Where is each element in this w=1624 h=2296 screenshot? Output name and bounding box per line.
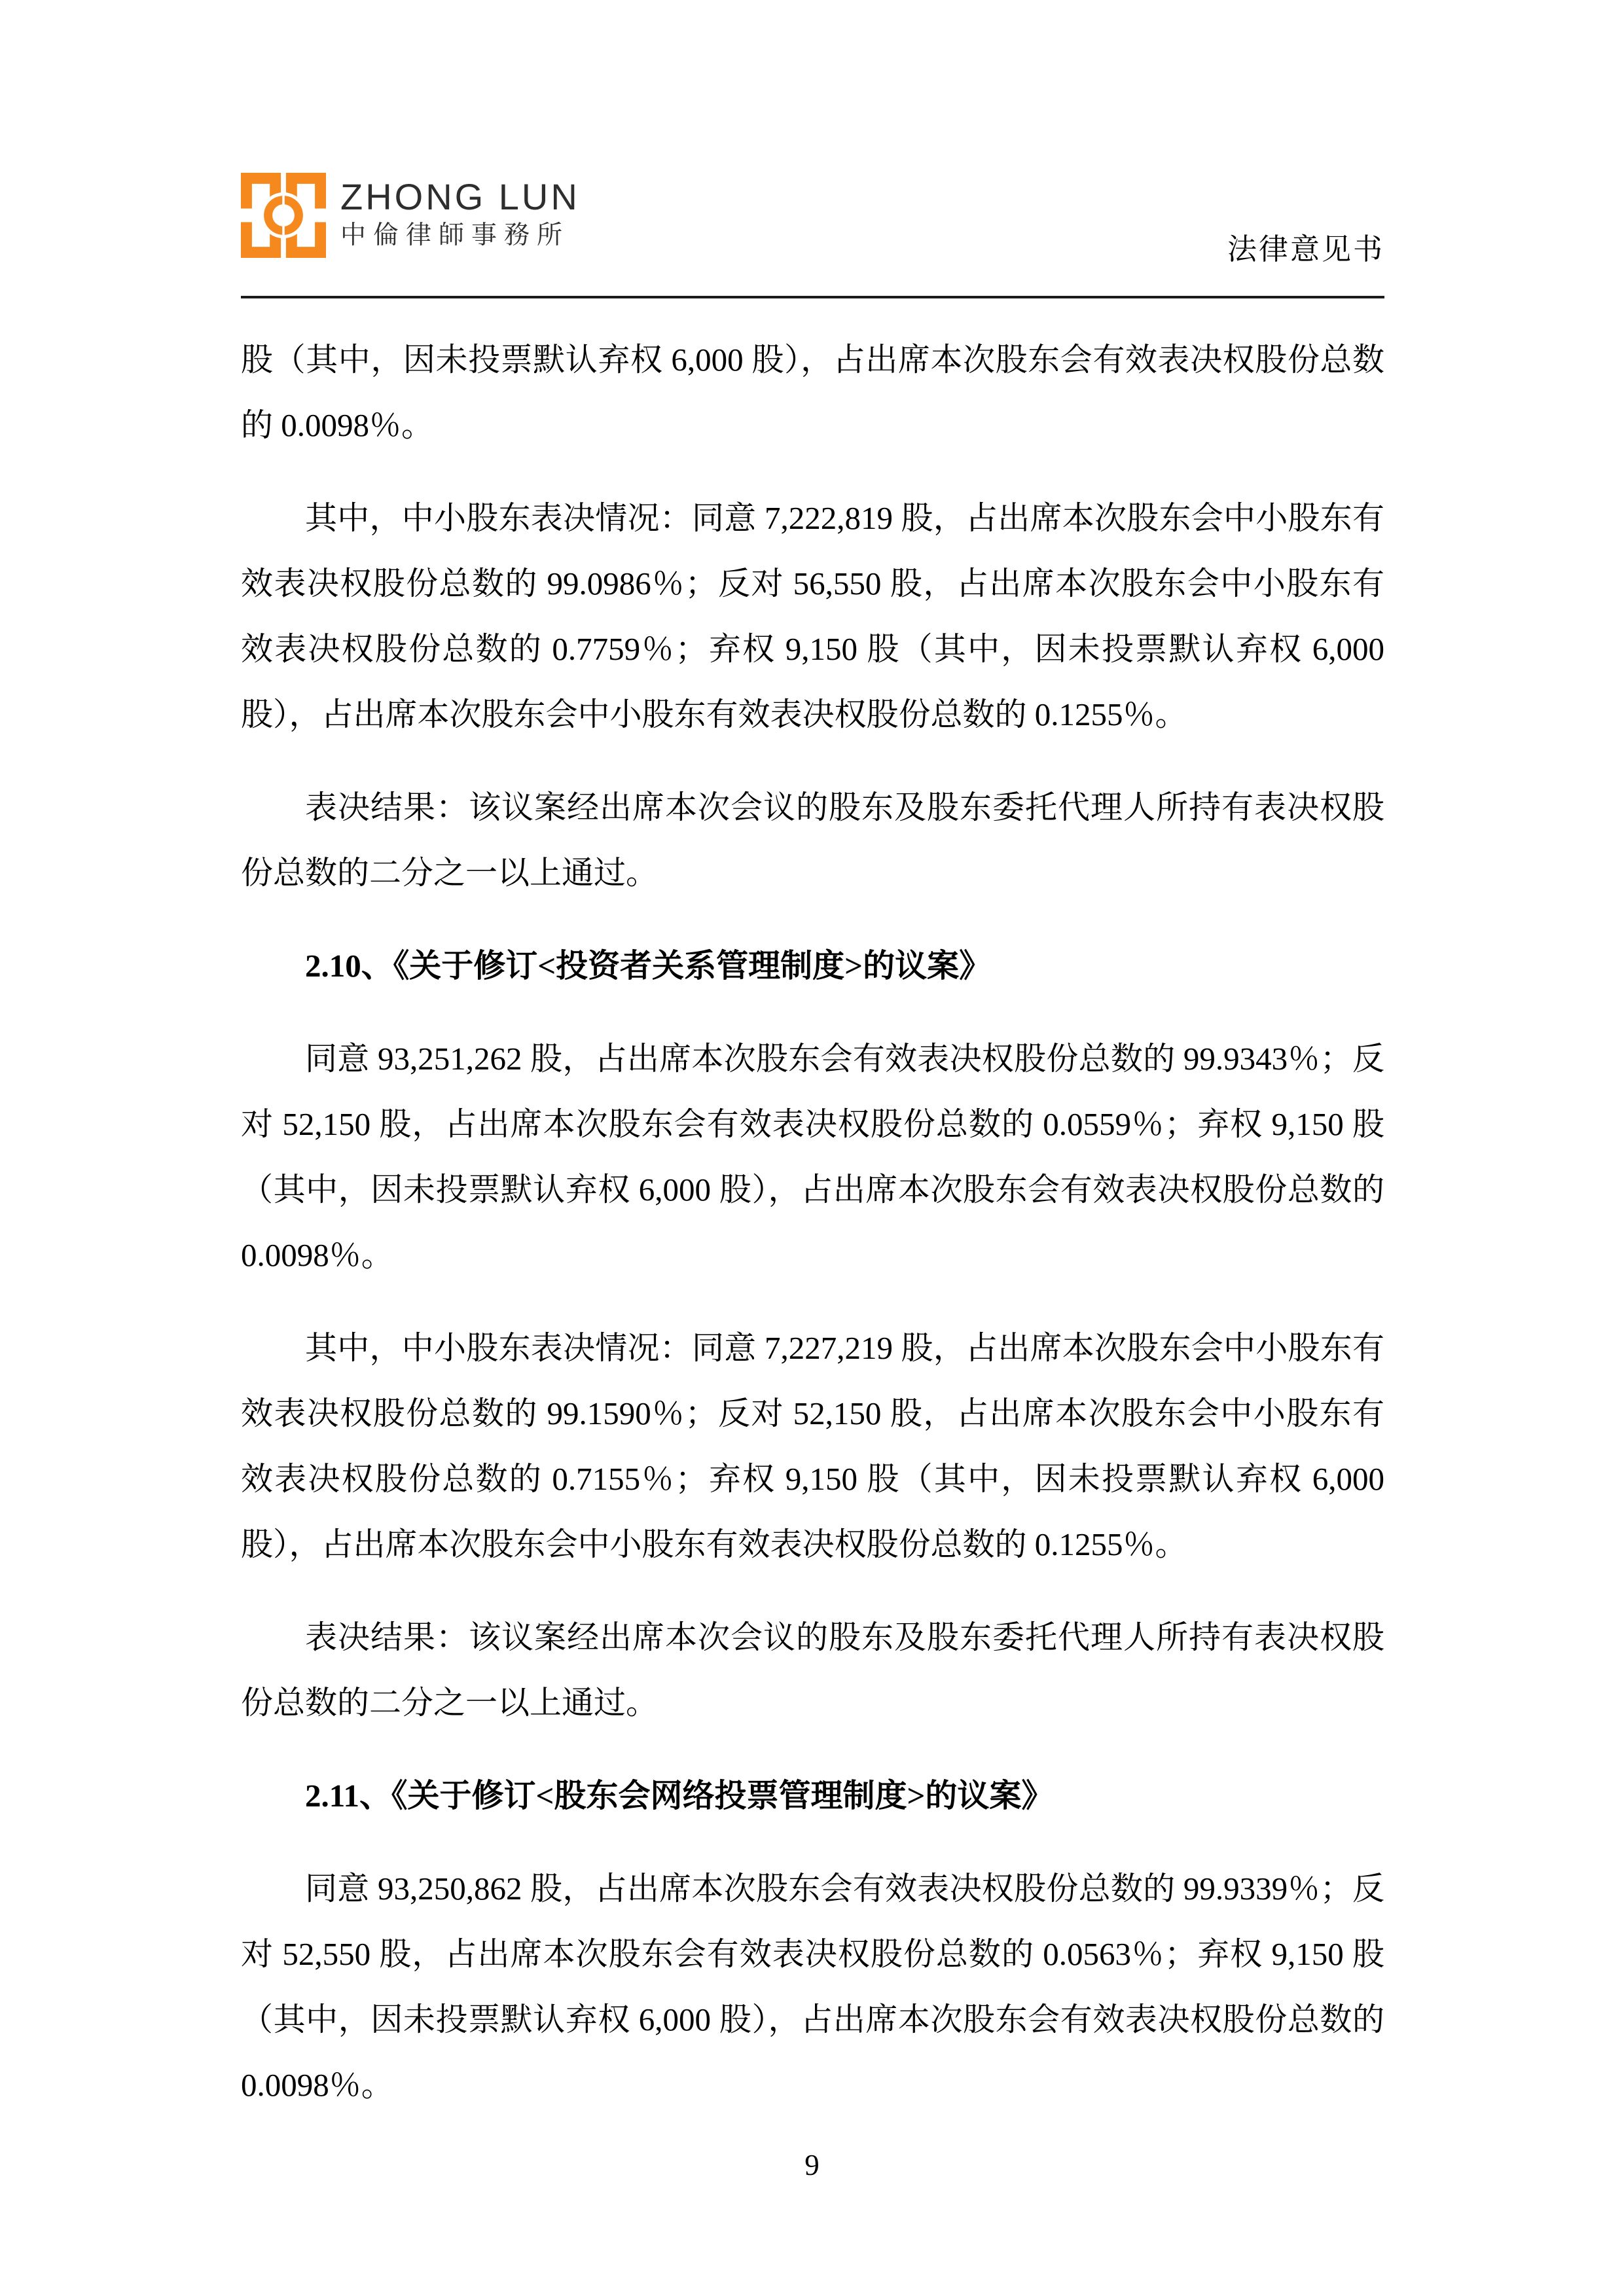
paragraph-overall-vote-2-10: 同意 93,251,262 股，占出席本次股东会有效表决权股份总数的 99.9343％；反对 52,150 股，占出席本次股东会有效表决权股份总数的 0.0559％；弃权 9,150 股（其中，因未投票默认弃权 6,000 股），占出席本次股东会有效表决权股份总数的 0.0098％。	[241, 1041, 1384, 1273]
paragraph-minority-vote-2-9: 其中，中小股东表决情况：同意 7,222,819 股，占出席本次股东会中小股东有效表决权股份总数的 99.0986％；反对 56,550 股，占出席本次股东会中小股东有效表决权股份总数的 0.7759％；弃权 9,150 股（其中，因未投票默认弃权 6,000 股），占出席本次股东会中小股东有效表决权股份总数的 0.1255％。	[241, 500, 1384, 732]
heading-item-2-10: 2.10、《关于修订<投资者关系管理制度>的议案》	[305, 948, 992, 984]
paragraph-vote-result-2-10: 表决结果：该议案经出席本次会议的股东及股东委托代理人所持有表决权股份总数的二分之一以上通过。	[241, 1619, 1384, 1721]
firm-wordmark: ZHONG LUN	[340, 176, 580, 217]
paragraph-vote-result-2-9: 表决结果：该议案经出席本次会议的股东及股东委托代理人所持有表决权股份总数的二分之一以上通过。	[241, 789, 1384, 891]
paragraph-minority-vote-2-10: 其中，中小股东表决情况：同意 7,227,219 股，占出席本次股东会中小股东有效表决权股份总数的 99.1590％；反对 52,150 股，占出席本次股东会中小股东有效表决权股份总数的 0.7155％；弃权 9,150 股（其中，因未投票默认弃权 6,000 股），占出席本次股东会中小股东有效表决权股份总数的 0.1255％。	[241, 1330, 1384, 1562]
paragraph-continuation: 股（其中，因未投票默认弃权 6,000 股），占出席本次股东会有效表决权股份总数的 0.0098％。	[241, 342, 1384, 443]
page-number: 9	[804, 2149, 820, 2181]
firm-chinese-name: 中倫律師事務所	[340, 221, 570, 249]
firm-logo	[241, 173, 580, 258]
firm-name-block	[340, 177, 580, 254]
document-type-label: 法律意见书	[1227, 233, 1384, 266]
document-body	[241, 327, 1384, 2145]
header-divider	[241, 296, 1384, 298]
heading-item-2-11: 2.11、《关于修订<股东会网络投票管理制度>的议案》	[305, 1778, 1054, 1814]
paragraph-overall-vote-2-11: 同意 93,250,862 股，占出席本次股东会有效表决权股份总数的 99.9339％；反对 52,550 股，占出席本次股东会有效表决权股份总数的 0.0563％；弃权 9,150 股（其中，因未投票默认弃权 6,000 股），占出席本次股东会有效表决权股份总数的 0.0098％。	[241, 1871, 1384, 2103]
zhonglun-logo-icon	[241, 173, 326, 258]
